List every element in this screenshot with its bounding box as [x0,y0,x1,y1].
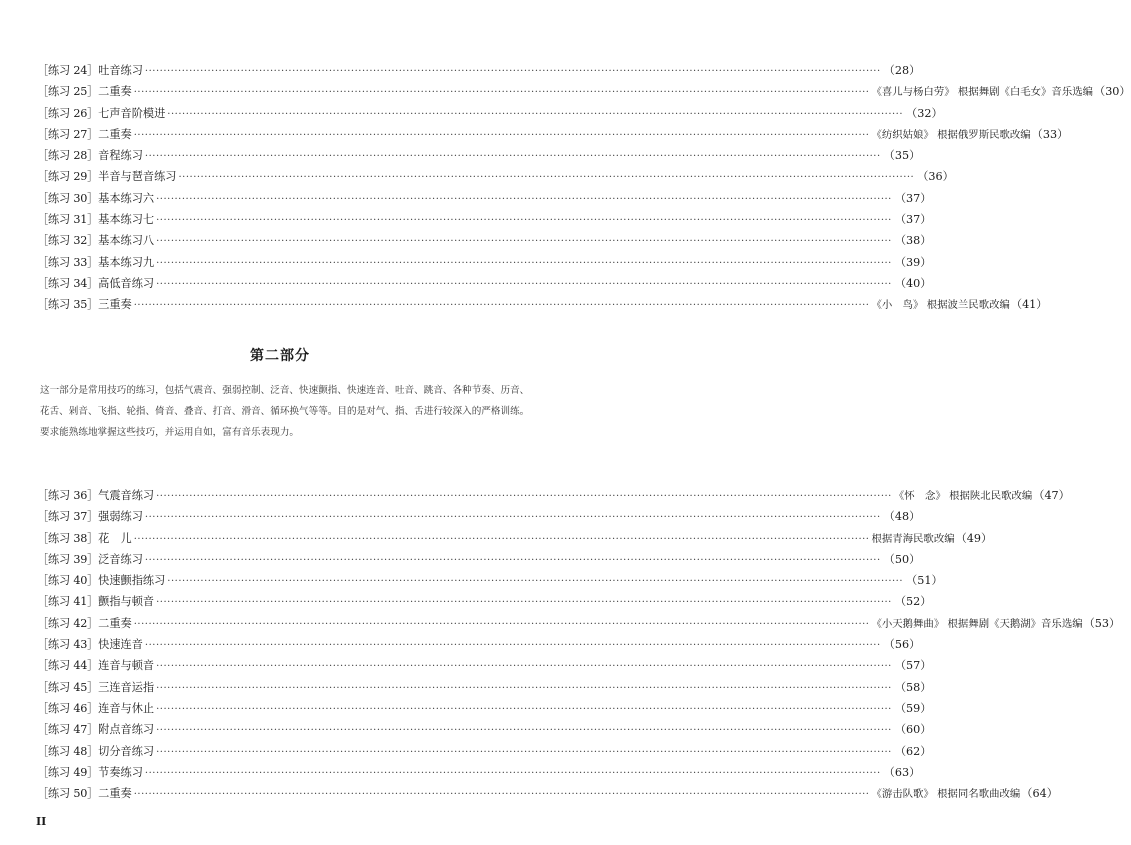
page-number: （56） [883,638,921,652]
dot-leader: ········································································································································································································ [133,789,870,801]
toc-entry [37,613,1121,634]
exercise-number: ［练习 34］ [37,276,99,290]
exercise-title: 二重奏 [98,616,132,630]
exercise-title: 基本练习九 [98,255,155,269]
exercise-title: 连音与休止 [98,701,155,715]
toc-entry [37,698,932,719]
dot-leader: ········································································································································································································ [133,87,870,99]
page-number: （63） [883,765,921,779]
toc-part-one [37,60,1131,316]
toc-entry [37,103,943,124]
exercise-number: ［练习 48］ [37,744,99,758]
exercise-number: ［练习 27］ [37,127,99,141]
page-number: （39） [894,255,932,269]
exercise-number: ［练习 36］ [37,489,99,502]
page-number: （37） [894,191,932,205]
exercise-note: 根据青海民歌改编 [871,532,955,545]
toc-entry [37,209,932,230]
dot-leader: ········································································································································································································ [133,300,870,312]
toc-entry [37,60,921,81]
dot-leader: ········································································································································································································ [178,172,915,184]
exercise-note: 《纺织姑娘》 根据俄罗斯民歌改编 [871,128,1031,141]
toc-entry [37,252,932,273]
dot-leader: ········································································································································································································ [156,597,892,609]
exercise-title: 七声音阶模进 [98,106,166,120]
page-number: （62） [894,744,932,758]
exercise-title: 三重奏 [98,298,132,312]
toc-entry [37,741,932,762]
exercise-number: ［练习 24］ [37,64,99,77]
dot-leader: ········································································································································································································ [156,278,892,290]
toc-entry [37,719,932,740]
toc-entry [37,81,1131,102]
dot-leader: ········································································································································································································ [156,236,892,248]
exercise-number: ［练习 46］ [37,701,99,715]
exercise-title: 半音与琶音练习 [98,170,177,184]
exercise-note: 《游击队歌》 根据同名歌曲改编 [871,788,1021,801]
toc-entry [37,549,921,570]
toc-entry [37,485,1070,506]
dot-leader: ········································································································································································································ [133,533,870,545]
exercise-title: 节奏练习 [98,765,143,779]
toc-entry [37,166,954,187]
page-number: （53） [1083,616,1121,630]
exercise-number: ［练习 41］ [37,595,99,609]
section-title: 第二部分 [250,348,310,364]
exercise-title: 快速连音 [98,638,143,652]
exercise-title: 气震音练习 [98,489,155,502]
exercise-title: 基本练习八 [98,234,155,248]
exercise-title: 快速颤指练习 [98,574,166,588]
dot-leader: ········································································································································································································ [144,767,881,779]
dot-leader: ········································································································································································································ [156,682,892,694]
exercise-title: 基本练习七 [98,213,155,227]
exercise-title: 连音与顿音 [98,659,155,673]
toc-entry [37,294,1048,315]
toc-part-two [37,485,1121,804]
exercise-title: 花 儿 [98,531,132,545]
section-intro: 这一部分是常用技巧的练习，包括气震音、强弱控制、泛音、快速颤指、快速连音、吐音、跳音、各种节奏、历音、花舌、剁音、飞指、轮指、倚音、叠音、打音、滑音、循环换气等等。目的是对气、指、舌进行较深入的严格训练。要求能熟练地掌握这些技巧，并运用自如，富有音乐表现力。 [40,385,530,438]
page-number: （59） [894,701,932,715]
exercise-number: ［练习 43］ [37,638,99,652]
dot-leader: ········································································································································································································ [144,151,881,163]
dot-leader: ········································································································································································································ [144,640,881,652]
toc-entry [37,762,921,783]
dot-leader: ········································································································································································································ [133,129,870,141]
exercise-number: ［练习 45］ [37,680,99,694]
page-number: （60） [894,723,932,737]
toc-entry [37,677,932,698]
toc-entry [37,528,993,549]
exercise-number: ［练习 33］ [37,255,99,269]
exercise-number: ［练习 25］ [37,85,99,99]
dot-leader: ········································································································································································································ [156,193,892,205]
exercise-number: ［练习 31］ [37,213,99,227]
page-number: （40） [894,276,932,290]
page-number: （28） [883,64,921,77]
exercise-number: ［练习 37］ [37,510,99,524]
dot-leader: ········································································································································································································ [167,576,904,588]
exercise-number: ［练习 50］ [37,787,99,801]
exercise-number: ［练习 29］ [37,170,99,184]
exercise-note: 《小 鸟》 根据波兰民歌改编 [871,299,1010,312]
page-number: （33） [1031,127,1069,141]
page-number: （49） [955,531,993,545]
exercise-title: 二重奏 [98,85,132,99]
toc-entry [37,570,943,591]
page-number: （38） [894,234,932,248]
dot-leader: ········································································································································································································ [144,66,881,77]
dot-leader: ········································································································································································································ [156,257,892,269]
page-number: （36） [917,170,954,184]
dot-leader: ········································································································································································································ [156,661,892,673]
toc-entry [37,783,1058,804]
exercise-number: ［练习 32］ [37,234,99,248]
dot-leader: ········································································································································································································ [167,108,904,120]
exercise-number: ［练习 26］ [37,106,99,120]
exercise-number: ［练习 39］ [37,552,99,566]
dot-leader: ········································································································································································································ [156,746,892,758]
dot-leader: ········································································································································································································ [156,491,892,502]
page-number: （57） [894,659,932,673]
exercise-title: 泛音练习 [98,552,143,566]
exercise-title: 颤指与顿音 [98,595,155,609]
dot-leader: ········································································································································································································ [156,215,892,227]
page-number: （58） [894,680,932,694]
exercise-title: 音程练习 [98,149,143,163]
exercise-number: ［练习 35］ [37,298,99,312]
dot-leader: ········································································································································································································ [156,725,892,737]
exercise-note: 《怀 念》 根据陕北民歌改编 [893,490,1033,502]
exercise-title: 二重奏 [98,787,132,801]
exercise-number: ［练习 49］ [37,765,99,779]
exercise-title: 附点音练习 [98,723,155,737]
exercise-number: ［练习 47］ [37,723,99,737]
exercise-number: ［练习 42］ [37,616,99,630]
page-number: （37） [894,213,932,227]
page-number: （64） [1021,787,1058,801]
exercise-note: 《小天鹅舞曲》 根据舞剧《天鹅湖》音乐选编 [871,617,1083,630]
page-number: （47） [1033,489,1070,502]
exercise-number: ［练习 40］ [37,574,99,588]
exercise-title: 二重奏 [98,127,132,141]
dot-leader: ········································································································································································································ [133,618,870,630]
exercise-title: 高低音练习 [98,276,155,290]
toc-entry [37,145,921,166]
page-number: （48） [883,510,921,524]
page-number: （30） [1094,85,1131,99]
page-number: （50） [883,552,921,566]
exercise-number: ［练习 44］ [37,659,99,673]
exercise-note: 《喜儿与杨白劳》 根据舞剧《白毛女》音乐选编 [871,86,1093,99]
page-number: （32） [906,106,943,120]
toc-entry [37,188,932,209]
toc-entry [37,230,932,251]
page-number: （35） [883,149,921,163]
toc-entry [37,124,1069,145]
toc-entry [37,273,932,294]
exercise-title: 三连音运指 [98,680,155,694]
exercise-title: 基本练习六 [98,191,155,205]
exercise-title: 强弱练习 [98,510,143,524]
page-number: （52） [894,595,932,609]
toc-entry [37,634,921,655]
dot-leader: ········································································································································································································ [144,512,881,524]
dot-leader: ········································································································································································································ [156,703,892,715]
page-folio: II [36,815,47,828]
page-number: （51） [906,574,943,588]
exercise-title: 吐音练习 [98,64,143,77]
toc-entry [37,655,932,676]
toc-entry [37,591,932,612]
dot-leader: ········································································································································································································ [144,554,881,566]
exercise-number: ［练习 30］ [37,191,99,205]
exercise-number: ［练习 28］ [37,149,99,163]
toc-entry [37,506,921,527]
page-number: （41） [1010,298,1048,312]
exercise-number: ［练习 38］ [37,531,99,545]
exercise-title: 切分音练习 [98,744,155,758]
